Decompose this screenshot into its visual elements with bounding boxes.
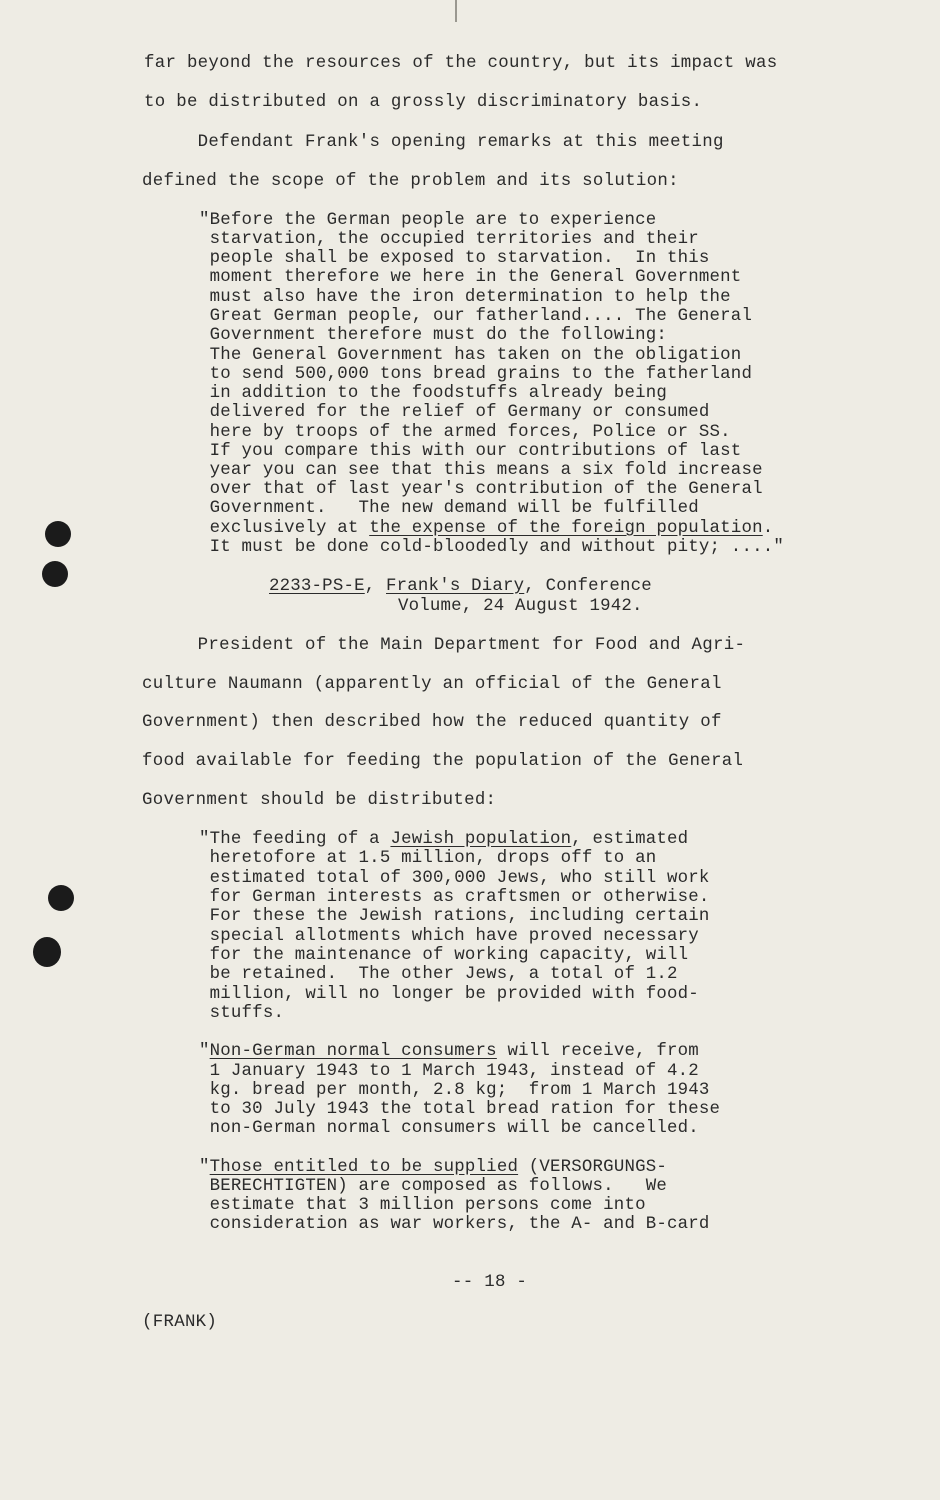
quote-line: estimate that 3 million persons come into bbox=[199, 1196, 646, 1215]
quote-line: to send 500,000 tons bread grains to the fatherland bbox=[199, 365, 753, 384]
quote-line: here by troops of the armed forces, Police or SS. bbox=[199, 423, 731, 442]
quote-text: . bbox=[762, 519, 774, 538]
quote-text: will receive, from bbox=[496, 1042, 699, 1061]
quote-line: to 30 July 1943 the total bread ration for these bbox=[199, 1100, 721, 1119]
body-text-line: culture Naumann (apparently an official of the General bbox=[142, 675, 722, 694]
quote-line bbox=[199, 1042, 699, 1061]
underlined-phrase: Jewish population bbox=[390, 830, 572, 849]
quote-line: year you can see that this means a six fold increase bbox=[199, 461, 763, 480]
quote-line: for the maintenance of working capacity, will bbox=[199, 946, 689, 965]
source-title: Frank's Diary bbox=[386, 577, 525, 596]
quote-line: Government. The new demand will be fulfilled bbox=[199, 499, 699, 518]
body-text-line: Government should be distributed: bbox=[142, 791, 497, 810]
quote-line: in addition to the foodstuffs already being bbox=[199, 384, 667, 403]
body-text-line: Defendant Frank's opening remarks at this meeting bbox=[144, 133, 724, 152]
defendant-label: (FRANK) bbox=[142, 1313, 218, 1332]
quote-line: "Before the German people are to experience bbox=[199, 211, 657, 230]
quote-line: consideration as war workers, the A- and B-card bbox=[199, 1215, 710, 1234]
document-number: 2233-PS-E bbox=[269, 577, 365, 596]
punch-hole bbox=[33, 937, 61, 967]
quote-text: exclusively at bbox=[199, 519, 370, 538]
quote-text: " bbox=[199, 1158, 210, 1177]
citation-text: , Conference bbox=[524, 577, 652, 596]
quote-text: (VERSORGUNGS- bbox=[518, 1158, 667, 1177]
quote-line: special allotments which have proved necessary bbox=[199, 927, 699, 946]
quote-line: stuffs. bbox=[199, 1004, 285, 1023]
quote-line: Great German people, our fatherland.... The General bbox=[199, 307, 753, 326]
quote-line: The General Government has taken on the obligation bbox=[199, 346, 742, 365]
top-edge-mark bbox=[455, 0, 457, 22]
quote-line: For these the Jewish rations, including certain bbox=[199, 907, 710, 926]
quote-line: Government therefore must do the following: bbox=[199, 326, 667, 345]
quote-line: kg. bread per month, 2.8 kg; from 1 March 1943 bbox=[199, 1081, 710, 1100]
punch-hole bbox=[42, 561, 68, 587]
quote-text: , estimated bbox=[571, 830, 689, 849]
quote-line: heretofore at 1.5 million, drops off to an bbox=[199, 849, 657, 868]
page-number: -- 18 - bbox=[452, 1273, 528, 1292]
quote-line: moment therefore we here in the General Government bbox=[199, 268, 742, 287]
underlined-phrase: the expense of the foreign population bbox=[369, 519, 763, 538]
quote-line: 1 January 1943 to 1 March 1943, instead of 4.2 bbox=[199, 1062, 699, 1081]
quote-line: BERECHTIGTEN) are composed as follows. We bbox=[199, 1177, 667, 1196]
body-text-line: far beyond the resources of the country, but its impact was bbox=[144, 54, 778, 73]
body-text-line: Government) then described how the reduced quantity of bbox=[142, 713, 722, 732]
quote-line: over that of last year's contribution of the General bbox=[199, 480, 763, 499]
body-text-line: President of the Main Department for Food and Agri- bbox=[144, 636, 746, 655]
quote-line bbox=[199, 519, 773, 538]
quote-line: people shall be exposed to starvation. In this bbox=[199, 249, 710, 268]
quote-line bbox=[199, 830, 688, 849]
body-text-line: food available for feeding the population of the General bbox=[142, 752, 744, 771]
punch-hole bbox=[48, 885, 74, 911]
body-text-line: to be distributed on a grossly discriminatory basis. bbox=[144, 93, 703, 112]
quote-text: " bbox=[199, 1042, 210, 1061]
quote-text: "The feeding of a bbox=[199, 830, 391, 849]
quote-line: If you compare this with our contributions of last bbox=[199, 442, 742, 461]
quote-line: must also have the iron determination to help the bbox=[199, 288, 731, 307]
quote-line: delivered for the relief of Germany or consumed bbox=[199, 403, 710, 422]
quote-line bbox=[199, 1158, 667, 1177]
citation-text: , bbox=[364, 577, 387, 596]
quote-line: be retained. The other Jews, a total of 1.2 bbox=[199, 965, 678, 984]
citation-line bbox=[269, 577, 652, 596]
quote-line: for German interests as craftsmen or otherwise. bbox=[199, 888, 710, 907]
body-text-line: defined the scope of the problem and its solution: bbox=[142, 172, 679, 191]
quote-line: estimated total of 300,000 Jews, who still work bbox=[199, 869, 710, 888]
punch-hole bbox=[45, 521, 71, 547]
quote-line: non-German normal consumers will be cancelled. bbox=[199, 1119, 699, 1138]
quote-line: starvation, the occupied territories and their bbox=[199, 230, 699, 249]
quote-line: It must be done cold-bloodedly and without pity; ...." bbox=[199, 538, 784, 557]
quote-line: million, will no longer be provided with food- bbox=[199, 985, 699, 1004]
underlined-phrase: Non-German normal consumers bbox=[209, 1042, 497, 1061]
citation-line: Volume, 24 August 1942. bbox=[398, 597, 643, 616]
underlined-phrase: Those entitled to be supplied bbox=[209, 1158, 519, 1177]
